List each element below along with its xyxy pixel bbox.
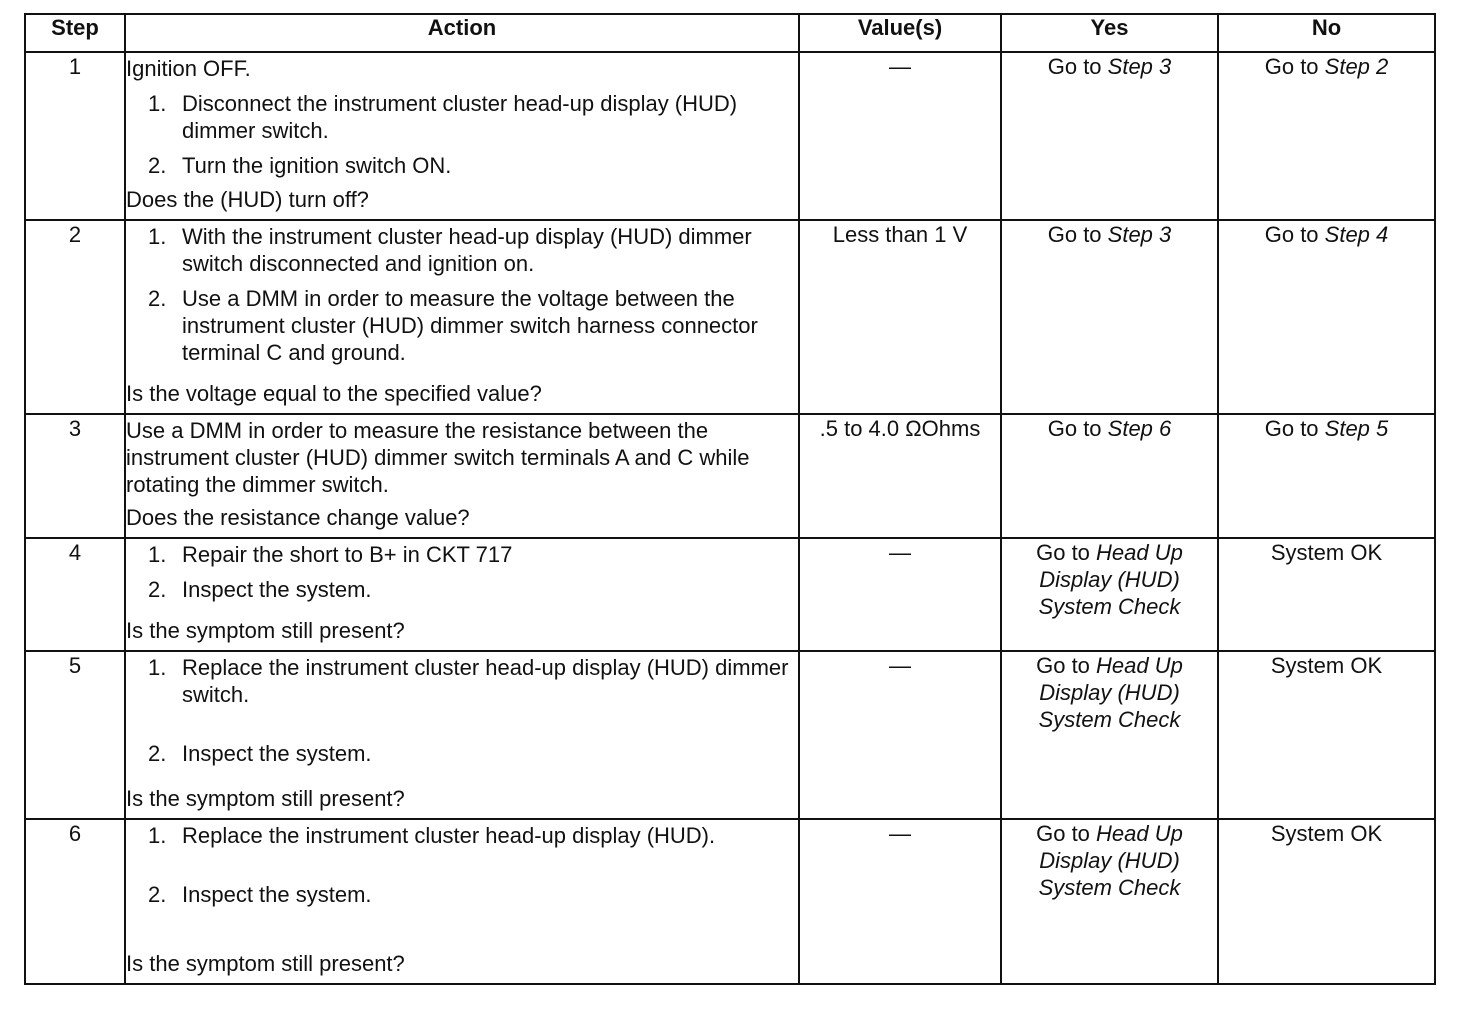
header-step: Step [25, 14, 125, 52]
action-item-text: Use a DMM in order to measure the voltage between the instrument cluster (HUD) dimmer switch harness connector terminal C and ground. [182, 286, 758, 365]
yes-prefix: Go to [1036, 653, 1097, 678]
table-row [25, 538, 1435, 651]
action-item [148, 541, 798, 568]
no-cell: System OK [1218, 538, 1435, 651]
action-item [148, 740, 798, 767]
no-cell [1218, 220, 1435, 414]
action-item-text: Turn the ignition switch ON. [182, 153, 452, 178]
header-no: No [1218, 14, 1435, 52]
yes-link: Head Up Display (HUD) System Check [1038, 540, 1183, 619]
action-item [148, 285, 798, 366]
action-item-number: 1. [148, 655, 167, 680]
value-cell: — [799, 52, 1001, 220]
no-prefix: Go to [1264, 54, 1325, 79]
action-cell [125, 538, 799, 651]
table-row [25, 651, 1435, 819]
action-item [148, 881, 798, 908]
yes-link: Step 3 [1107, 222, 1172, 247]
action-question: Is the symptom still present? [126, 618, 405, 643]
table-row [25, 414, 1435, 538]
no-link: Step 2 [1324, 54, 1389, 79]
diagnostic-table [24, 13, 1436, 985]
table-row [25, 52, 1435, 220]
no-cell [1218, 52, 1435, 220]
no-cell [1218, 414, 1435, 538]
table-row [25, 220, 1435, 414]
action-cell [125, 52, 799, 220]
yes-prefix: Go to [1047, 222, 1108, 247]
action-item-number: 1. [148, 224, 167, 249]
action-cell [125, 819, 799, 984]
yes-link: Head Up Display (HUD) System Check [1038, 821, 1183, 900]
yes-cell [1001, 819, 1218, 984]
table-row [25, 819, 1435, 984]
no-cell: System OK [1218, 651, 1435, 819]
yes-prefix: Go to [1047, 54, 1108, 79]
action-item-text: Disconnect the instrument cluster head-up display (HUD) dimmer switch. [182, 91, 738, 143]
action-item-number: 2. [148, 286, 167, 311]
yes-cell [1001, 220, 1218, 414]
yes-prefix: Go to [1047, 416, 1108, 441]
step-number: 4 [25, 538, 125, 651]
action-item-text: Replace the instrument cluster head-up display (HUD) dimmer switch. [182, 655, 789, 707]
yes-prefix: Go to [1036, 821, 1097, 846]
action-intro: Use a DMM in order to measure the resistance between the instrument cluster (HUD) dimmer switch terminals A and C while rotating the dimmer switch. [126, 418, 750, 497]
no-link: Step 5 [1324, 416, 1389, 441]
step-number: 5 [25, 651, 125, 819]
yes-link: Step 6 [1107, 416, 1172, 441]
yes-link: Step 3 [1107, 54, 1172, 79]
step-number: 3 [25, 414, 125, 538]
yes-cell [1001, 651, 1218, 819]
yes-cell [1001, 52, 1218, 220]
action-item-text: Replace the instrument cluster head-up display (HUD). [182, 823, 716, 848]
yes-link: Head Up Display (HUD) System Check [1038, 653, 1183, 732]
no-prefix: Go to [1264, 416, 1325, 441]
action-item-number: 2. [148, 741, 167, 766]
yes-prefix: Go to [1036, 540, 1097, 565]
action-item-number: 1. [148, 823, 167, 848]
action-question: Is the symptom still present? [126, 786, 405, 811]
action-item [148, 576, 798, 603]
no-prefix: Go to [1264, 222, 1325, 247]
action-cell [125, 414, 799, 538]
action-item-text: Inspect the system. [182, 882, 372, 907]
action-item-number: 1. [148, 91, 167, 116]
action-item-text: With the instrument cluster head-up display (HUD) dimmer switch disconnected and ignition on. [182, 224, 752, 276]
action-item [148, 223, 798, 277]
header-row [25, 14, 1435, 52]
action-item [148, 654, 798, 708]
value-cell: — [799, 538, 1001, 651]
header-yes: Yes [1001, 14, 1218, 52]
action-item-number: 2. [148, 882, 167, 907]
value-cell: Less than 1 V [799, 220, 1001, 414]
value-cell: — [799, 651, 1001, 819]
action-question: Does the resistance change value? [126, 505, 470, 530]
yes-cell [1001, 538, 1218, 651]
action-item-number: 1. [148, 542, 167, 567]
action-item-text: Inspect the system. [182, 741, 372, 766]
action-cell [125, 220, 799, 414]
header-action: Action [125, 14, 799, 52]
header-values: Value(s) [799, 14, 1001, 52]
step-number: 1 [25, 52, 125, 220]
action-item [148, 152, 798, 179]
no-cell: System OK [1218, 819, 1435, 984]
no-link: Step 4 [1324, 222, 1389, 247]
action-item-text: Inspect the system. [182, 577, 372, 602]
step-number: 6 [25, 819, 125, 984]
action-item-number: 2. [148, 153, 167, 178]
action-intro: Ignition OFF. [126, 56, 251, 81]
value-cell: — [799, 819, 1001, 984]
action-question: Does the (HUD) turn off? [126, 187, 369, 212]
step-number: 2 [25, 220, 125, 414]
action-item [148, 822, 798, 849]
action-question: Is the symptom still present? [126, 951, 405, 976]
action-item-number: 2. [148, 577, 167, 602]
value-cell: .5 to 4.0 ΩOhms [799, 414, 1001, 538]
action-item [148, 90, 798, 144]
yes-cell [1001, 414, 1218, 538]
action-item-text: Repair the short to B+ in CKT 717 [182, 542, 513, 567]
action-cell [125, 651, 799, 819]
action-question: Is the voltage equal to the specified value? [126, 381, 542, 406]
